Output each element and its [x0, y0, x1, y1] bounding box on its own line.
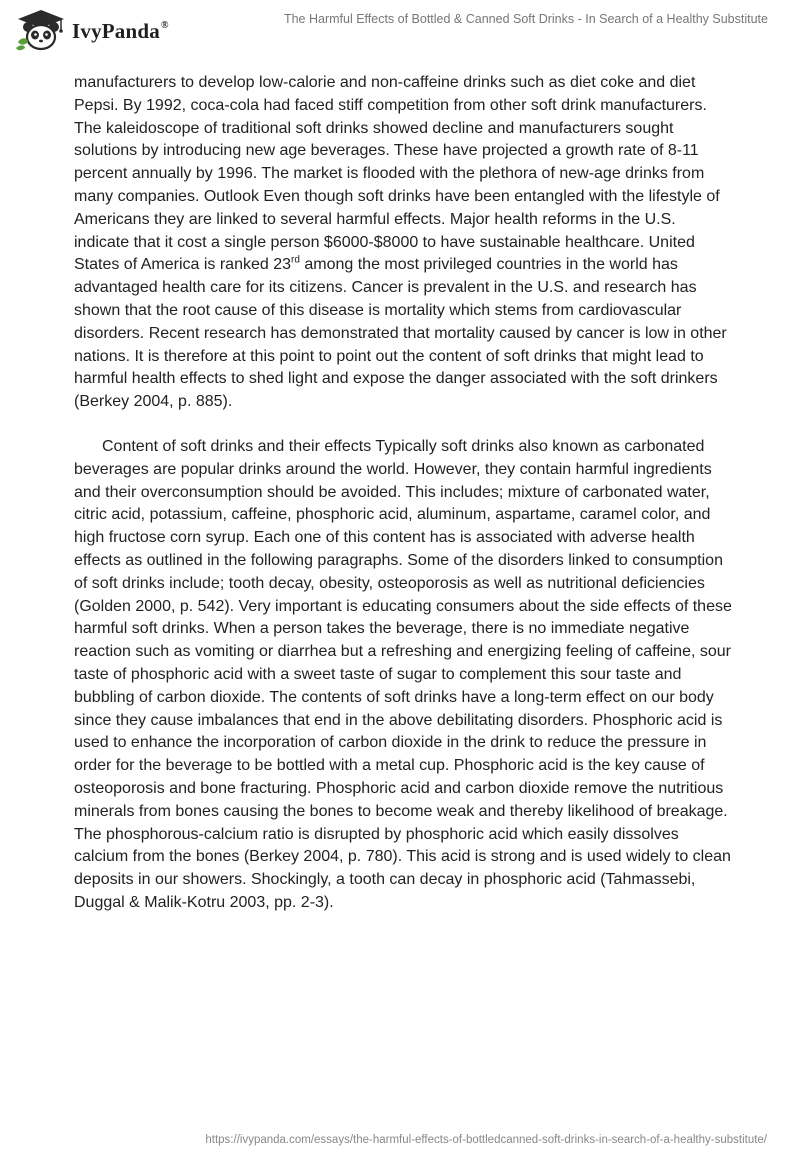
brand-name: IvyPanda® [72, 18, 169, 43]
paragraph: manufacturers to develop low-calorie and non-caffeine drinks such as diet coke and diet Pepsi. By 1992, coca-cola had faced stiff competition from other soft drink manufacturers. The kaleidoscope of traditional soft drinks showed decline and manufacturers sought solutions by introducing new age beverages. These have projected a growth rate of 8-11 percent annually by 1996. The market is flooded with the plethora of new-age drinks from many companies. Outlook Even though soft drinks have been entangled with the lifestyle of Americans they are linked to several harmful effects. Major health reforms in the U.S. indicate that it cost a single person $6000-$8000 to have sustainable healthcare. United States of America is ranked 23rd among the most privileged countries in the world has advantaged health care for its citizens. Cancer is prevalent in the U.S. and research has shown that the root cause of this disease is mortality which stems from cardiovascular disorders. Recent research has demonstrated that mortality caused by cancer is low in other nations. It is therefore at this point to point out the content of soft drinks that might lead to harmful health effects to shed light and expose the danger associated with the soft drinkers (Berkey 2004, p. 885). [74, 74, 727, 411]
document-title: The Harmful Effects of Bottled & Canned Soft Drinks - In Search of a Healthy Substitute [283, 12, 768, 26]
source-url[interactable]: https://ivypanda.com/essays/the-harmful-effects-of-bottledcanned-soft-drinks-in-search-of-a-healthy-substitute/ [205, 1134, 767, 1146]
ivypanda-logo[interactable] [14, 8, 169, 52]
paragraph: Content of soft drinks and their effects Typically soft drinks also known as carbonated beverages are popular drinks around the world. However, they contain harmful ingredients and their overconsumption should be avoided. This includes; mixture of carbonated water, citric acid, potassium, caffeine, phosphoric acid, aluminum, aspartame, caramel color, and high fructose corn syrup. Each one of this content has is associated with adverse health effects as outlined in the following paragraphs. Some of the disorders linked to consumption of soft drinks include; tooth decay, obesity, osteoporosis as well as nutritional deficiencies (Golden 2000, p. 542). Very important is educating consumers about the side effects of these harmful soft drinks. When a person takes the beverage, there is no immediate negative reaction such as vomiting or diarrhea but a refreshing and energizing feeling of caffeine, sour taste of phosphoric acid with a sweet taste of sugar to complement this sour taste and bubbling of carbon dioxide. The contents of soft drinks have a long-term effect on our body since they cause imbalances that end in the above debilitating disorders. Phosphoric acid is used to enhance the incorporation of carbon dioxide in the drink to reduce the pressure in order for the beverage to be bottled with a metal cup. Phosphoric acid is the key cause of osteoporosis and bone fracturing. Phosphoric acid and carbon dioxide remove the nutritious minerals from bones causing the bones to become weak and thereby likelihood of breakage. The phosphorous-calcium ratio is disrupted by phosphoric acid which easily dissolves calcium from the bones (Berkey 2004, p. 780). This acid is strong and is used widely to clean deposits in our showers. Shockingly, a tooth can decay in phosphoric acid (Tahmassebi, Duggal & Malik-Kotru 2003, pp. 2-3). [74, 437, 732, 911]
page-header [0, 0, 800, 60]
essay-body [74, 72, 734, 915]
panda-graduate-icon [14, 8, 68, 52]
